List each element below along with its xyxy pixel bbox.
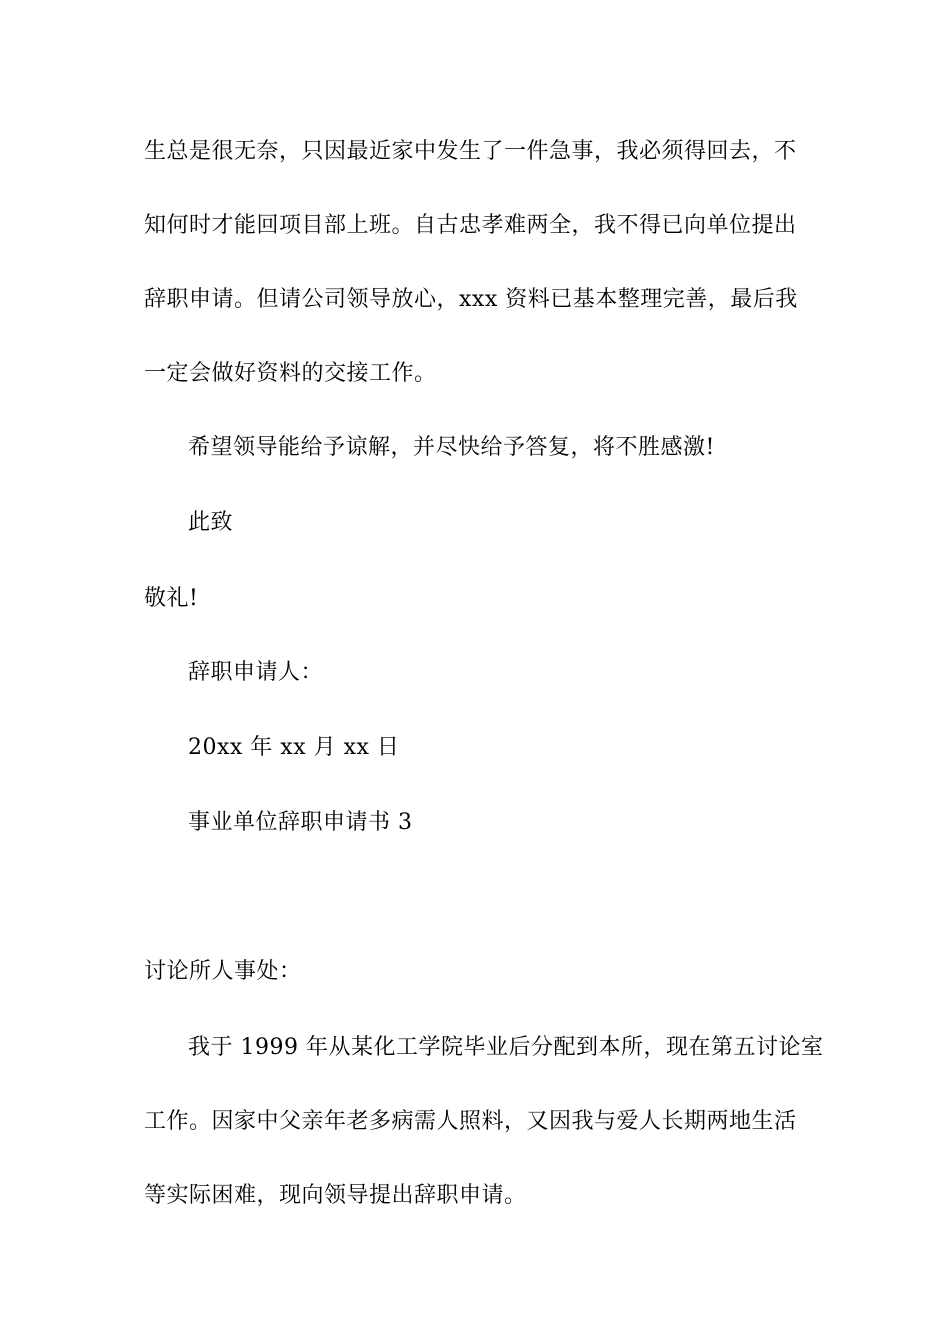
signature-label: 辞职申请人： [188,660,324,685]
paragraph-line: 生总是很无奈，只因最近家中发生了一件急事，我必须得回去，不 [144,139,797,164]
closing-regards: 敬礼! [144,586,199,611]
recipient-line: 讨论所人事处： [144,959,302,984]
section-title: 事业单位辞职申请书 3 [188,810,413,835]
paragraph-line: 辞职申请。但请公司领导放心，xxx 资料已基本整理完善，最后我 [144,287,798,312]
paragraph-line: 知何时才能回项目部上班。自古忠孝难两全，我不得已向单位提出 [144,213,797,238]
paragraph-line: 希望领导能给予谅解，并尽快给予答复，将不胜感激! [188,435,715,460]
date-line: 20xx 年 xx 月 xx 日 [188,735,400,760]
closing-salutation: 此致 [188,510,234,535]
paragraph-line: 工作。因家中父亲年老多病需人照料，又因我与爱人长期两地生活 [144,1109,797,1134]
paragraph-line: 等实际困难，现向领导提出辞职申请。 [144,1183,527,1208]
paragraph-line: 我于 1999 年从某化工学院毕业后分配到本所，现在第五讨论室 [188,1035,824,1060]
paragraph-line: 一定会做好资料的交接工作。 [144,361,437,386]
